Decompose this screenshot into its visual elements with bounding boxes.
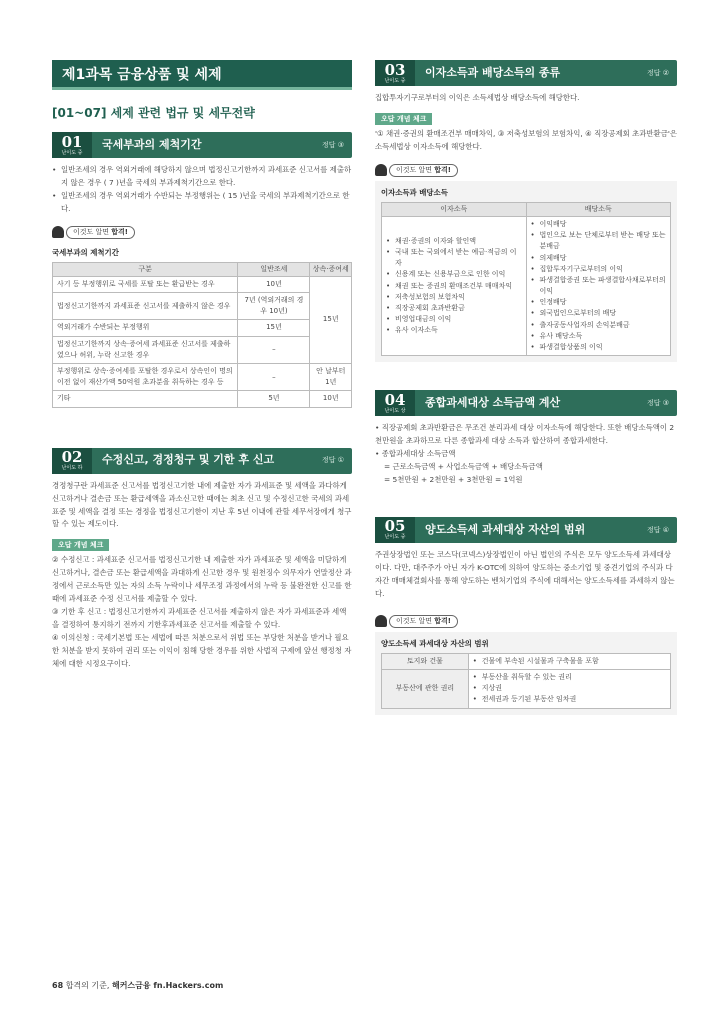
- list-item: • 인정배당: [531, 297, 667, 308]
- list-item: • 파생결합상품의 이익: [531, 342, 667, 353]
- graduation-cap-icon: [375, 615, 387, 627]
- table-header: 구분: [53, 262, 238, 276]
- difficulty-label: 난이도 중: [384, 534, 406, 541]
- list-item: • 집합투자기구로부터의 이익: [531, 264, 667, 275]
- table-row: [53, 293, 352, 320]
- answer-label: 정답 ②: [646, 68, 669, 77]
- table-title: 양도소득세 과세대상 자산의 범위: [381, 638, 489, 648]
- bullet-item: • 전세권과 등기된 부동산 임차권: [473, 694, 666, 705]
- chapter-title: 제1과목 금융상품 및 세제: [52, 60, 352, 90]
- pass-tip-badge: [52, 226, 352, 239]
- table-row: [53, 320, 352, 336]
- list-item: • 신용계 또는 신용부금으로 인한 이익: [386, 269, 522, 280]
- left-column: [52, 60, 352, 671]
- table-cell: 법정신고기한까지 상속·증여세 과세표준 신고서를 제출하였으나 허위, 누락 신고한 경우: [53, 336, 238, 363]
- bullet-item: • 일반조세의 경우 역외거래에 해당하지 않으며 법정신고기한까지 과세표준 신고서를 제출하지 않은 경우 ( 7 )년을 국세의 부과제척기간으로 한다.: [52, 164, 352, 190]
- table-row: [53, 391, 352, 407]
- wrong-answer-check-tag: 오답 개념 체크: [52, 539, 109, 551]
- table-cell: 부정행위로 상속·증여세를 포탈한 경우로서 상속인이 명의이전 없이 재산가액 50억원 초과분을 취득하는 경우 등: [53, 364, 238, 391]
- question-number: 05: [384, 517, 406, 536]
- question-title: 이자소득과 배당소득의 종류: [425, 65, 561, 79]
- question-05-header: [375, 517, 677, 543]
- list-item: • 채권 또는 증권의 환매조건부 매매차익: [386, 281, 522, 292]
- graduation-cap-icon: [375, 164, 387, 176]
- table-cell: –: [238, 336, 310, 363]
- transfer-table-box: [375, 632, 677, 715]
- table-cell: 15년: [238, 320, 310, 336]
- list-item: • 파생결합증권 또는 파생결합사채로부터의 이익: [531, 275, 667, 297]
- pass-tip-badge: [375, 615, 677, 628]
- table-row: [53, 336, 352, 363]
- list-item: • 유사 배당소득: [531, 331, 667, 342]
- text-line: = 5천만원 + 2천만원 + 3천만원 = 1억원: [384, 475, 523, 485]
- text-line: • 종합과세대상 소득금액: [375, 449, 456, 459]
- question-04-header: [375, 390, 677, 416]
- bullet-item: • 건물에 부속된 시설물과 구축물을 포함: [473, 656, 666, 667]
- q02-body: 경정청구란 과세표준 신고서를 법정신고기한 내에 제출한 자가 과세표준 및 세액을 과다하게 신고하거나 결손금 또는 환급세액을 과소신고한 때에는 최초 신고 및 수정신고한 국세의 과세표준 및 세액을 결정 또는 경정을 법정신고기한이 지난 후 5년 이내에 관할 세무서장에게 청구할 수 있는 제도이다.: [52, 480, 352, 529]
- section-title: [01~07] 세제 관련 법규 및 세무전략: [52, 106, 255, 120]
- list-item: • 비영업대금의 이익: [386, 314, 522, 325]
- income-type-table: [381, 202, 671, 356]
- question-title: 수정신고, 경정청구 및 기한 후 신고: [102, 453, 275, 467]
- footer-text: 합격의 기준,: [65, 981, 110, 990]
- list-item: ② 수정신고 : 과세표준 신고서를 법정신고기한 내 제출한 자가 과세표준 및 세액을 미달하게 신고하거나, 결손금 또는 환급세액을 과대하게 신고한 경우 및 원천징수 의무자가 연말정산 과정에서 근로소득만 있는 자의 소득 누락이나 세무조정 과정에서의 누락 등 불완전한 신고를 한 때에 과세표준 수정 신고서를 제출할 수 있다.: [52, 555, 352, 604]
- text-line: • 직장공제회 초과반환금은 무조건 분리과세 대상 이자소득에 해당한다. 또한 배당소득액이 2천만원을 초과하므로 다른 종합과세 대상 소득과 합산하여 종합과세한다.: [375, 423, 675, 446]
- list-item: • 직장공제회 초과반환금: [386, 303, 522, 314]
- list-item: ③ 기한 후 신고 : 법정신고기한까지 과세표준 신고서를 제출하지 않은 자가 과세표준과 세액을 결정하여 통지하기 전까지 기한후과세표준 신고서를 제출할 수 있다.: [52, 607, 347, 630]
- table-row: [382, 653, 671, 669]
- question-number: 01: [61, 132, 83, 151]
- pass-tip-badge: [375, 164, 677, 177]
- table-cell: 부동산에 관한 권리: [382, 670, 469, 709]
- list-item: • 출자공동사업자의 손익분배금: [531, 320, 667, 331]
- question-number: 03: [384, 60, 406, 79]
- q03-body: 집합투자기구로부터의 이익은 소득세법상 배당소득에 해당한다.: [375, 93, 580, 102]
- table-row: [53, 276, 352, 292]
- table-cell: 안 날부터 1년: [310, 364, 352, 391]
- table-cell: [468, 670, 670, 709]
- question-title: 국세부과의 제척기간: [102, 137, 202, 151]
- bullet-item: • 지상권: [473, 683, 666, 694]
- list-item: • 국내 또는 국외에서 받는 예금·적금의 이자: [386, 247, 522, 269]
- question-number: 04: [384, 390, 406, 409]
- question-title: 양도소득세 과세대상 자산의 범위: [425, 522, 586, 536]
- list-item: • 외국법인으로부터의 배당: [531, 308, 667, 319]
- pass-label-bold: 합격!: [434, 616, 451, 625]
- bullet-item: • 부동산을 취득할 수 있는 권리: [473, 672, 666, 683]
- table-cell: 10년: [310, 391, 352, 407]
- table-cell: 10년: [238, 276, 310, 292]
- pass-label-bold: 합격!: [111, 227, 128, 236]
- list-item: ④ 이의신청 : 국세기본법 또는 세법에 따른 처분으로서 위법 또는 부당한 처분을 받거나 필요한 처분을 받지 못하여 권리 또는 이익이 침해 당한 경우를 위한 사법적 구제에 앞선 행정청 자체에 대한 시정요구이다.: [52, 633, 352, 669]
- question-01-header: [52, 132, 352, 158]
- table-header: 일반조세: [238, 262, 310, 276]
- q01-body: [52, 164, 352, 216]
- bullet-item: • 일반조세의 경우 역외거래가 수반되는 부정행위는 ( 15 )년을 국세의 부과제척기간으로 한다.: [52, 190, 352, 216]
- answer-label: 정답 ①: [321, 456, 344, 465]
- difficulty-label: 난이도 중: [61, 149, 83, 156]
- table-cell: 15년: [310, 276, 352, 363]
- table-header: 배당소득: [526, 202, 671, 216]
- question-number-box: [375, 60, 415, 86]
- q03-check: '① 채권·증권의 환매조건부 매매차익, ③ 저축성보험의 보험차익, ④ 직장공제회 초과반환금'은 소득세법상 이자소득에 해당한다.: [375, 128, 678, 151]
- table-row: [382, 670, 671, 709]
- question-03-header: [375, 60, 677, 86]
- table-cell: 역외거래가 수반되는 부정행위: [53, 320, 238, 336]
- table-header: 상속·증여세: [310, 262, 352, 276]
- table-cell: 7년 (역외거래의 경우 10년): [238, 293, 310, 320]
- difficulty-label: 난이도 하: [61, 465, 83, 472]
- list-item: • 이익배당: [531, 219, 667, 230]
- question-02-header: [52, 448, 352, 474]
- table-row: [382, 216, 671, 355]
- table-row: [53, 364, 352, 391]
- q02-items: [52, 554, 352, 671]
- interest-income-cell: [382, 216, 527, 355]
- difficulty-label: 난이도 중: [384, 77, 406, 84]
- pass-label: 이것도 알면: [396, 616, 433, 625]
- table-cell: [468, 653, 670, 669]
- table-title: 국세부과의 제척기간: [52, 247, 119, 257]
- table-cell: –: [238, 364, 310, 391]
- list-item: • 채권·증권의 이자와 할인액: [386, 236, 522, 247]
- table-cell: 5년: [238, 391, 310, 407]
- table-title: 이자소득과 배당소득: [381, 187, 448, 197]
- answer-label: 정답 ③: [321, 140, 344, 149]
- list-item: • 저축성보험의 보험차익: [386, 292, 522, 303]
- dividend-income-cell: [526, 216, 671, 355]
- transfer-asset-table: [381, 653, 671, 709]
- question-number-box: [52, 132, 92, 158]
- q05-body: 주권상장법인 또는 코스닥(코넥스)상장법인이 아닌 법인의 주식은 모두 양도소득세 과세대상이다. 다만, 대주주가 아닌 자가 K-OTC에 의하여 양도하는 중소기업 및 중견기업의 주식과 다자간 매매체결회사를 통해 양도하는 벤처기업의 주식에 대해서는 양도소득세를 과세하지 않는다.: [375, 549, 675, 598]
- answer-label: 정답 ③: [646, 398, 669, 407]
- income-table-box: [375, 181, 677, 362]
- list-item: • 법인으로 보는 단체로부터 받는 배당 또는 분배금: [531, 230, 667, 252]
- pass-label-bold: 합격!: [434, 165, 451, 174]
- page-footer: [52, 980, 223, 992]
- table-cell: 기타: [53, 391, 238, 407]
- wrong-answer-check-tag: 오답 개념 체크: [375, 113, 432, 125]
- table-cell: 법정신고기한까지 과세표준 신고서를 제출하지 않은 경우: [53, 293, 238, 320]
- right-column: [375, 60, 677, 715]
- answer-label: 정답 ④: [646, 525, 669, 534]
- limitation-period-table: [52, 262, 352, 408]
- text-line: = 근로소득금액 + 사업소득금액 + 배당소득금액: [384, 462, 543, 472]
- table-cell: 사기 등 부정행위로 국세를 포탈 또는 환급받는 경우: [53, 276, 238, 292]
- question-number-box: [52, 448, 92, 474]
- footer-brand: 해커스금융 fn.Hackers.com: [111, 981, 224, 990]
- difficulty-label: 난이도 상: [384, 407, 406, 414]
- question-number-box: [375, 517, 415, 543]
- question-number: 02: [61, 448, 83, 467]
- question-title: 종합과세대상 소득금액 계산: [425, 395, 561, 409]
- list-item: • 의제배당: [531, 253, 667, 264]
- graduation-cap-icon: [52, 226, 64, 238]
- q04-body: [375, 422, 677, 487]
- pass-label: 이것도 알면: [73, 227, 110, 236]
- question-number-box: [375, 390, 415, 416]
- table-header: 이자소득: [382, 202, 527, 216]
- table-cell: 토지와 건물: [382, 653, 469, 669]
- list-item: • 유사 이자소득: [386, 325, 522, 336]
- pass-label: 이것도 알면: [396, 165, 433, 174]
- page-number: 68: [52, 981, 64, 990]
